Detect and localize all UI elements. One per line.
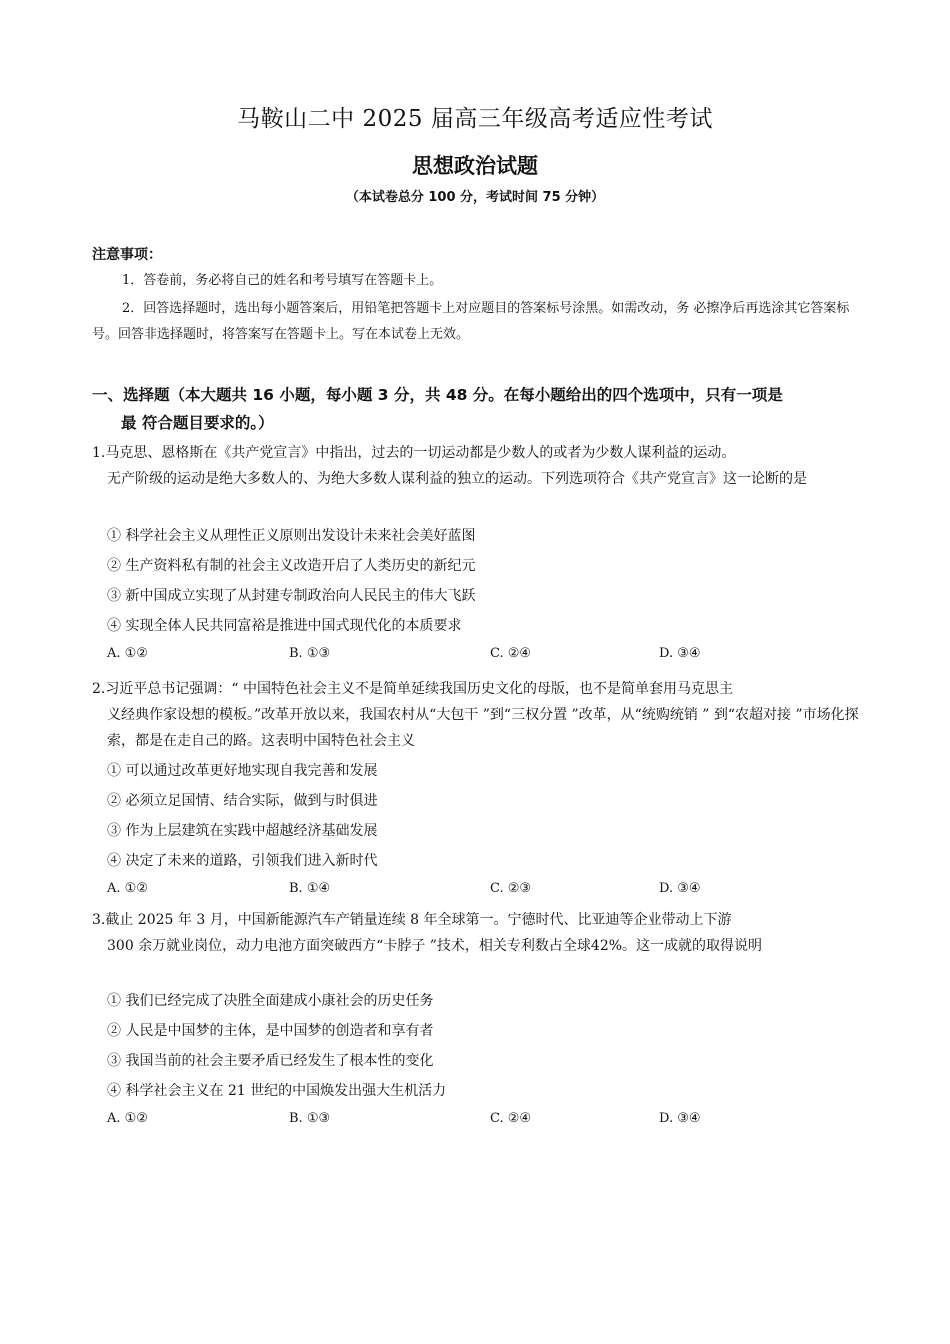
question-1-choice-a: A. ①② [107, 646, 148, 661]
question-3-option-1: ① 我们已经完成了决胜全面建成小康社会的历史任务 [107, 993, 434, 1009]
note-item-1: 1．答卷前，务必将自己的姓名和考号填写在答题卡上。 [122, 273, 443, 288]
question-1-option-3: ③ 新中国成立实现了从封建专制政治向人民民主的伟大飞跃 [107, 588, 476, 604]
question-2-choices [107, 881, 827, 901]
question-2-continuation: 义经典作家设想的模板。”改革开放以来，我国农村从“大包干 ”到“三权分置 ”改革，从“统购统销 ” 到“农超对接 ”市场化探索，都是在走自己的路。这表明中国特色社会主义 [107, 707, 859, 749]
question-3-choices [107, 1111, 827, 1131]
question-2-option-2: ② 必须立足国情、结合实际，做到与时俱进 [107, 793, 378, 809]
question-1-continuation: 无产阶级的运动是绝大多数人的、为绝大多数人谋利益的独立的运动。下列选项符合《共产党宣言》这一论断的是 [107, 471, 807, 487]
question-1-first-line: 1.马克思、恩格斯在《共产党宣言》中指出，过去的一切运动都是少数人的或者为少数人谋利益的运动。 [92, 445, 736, 461]
question-2-choice-c: C. ②③ [490, 881, 532, 896]
question-1-option-2: ② 生产资料私有制的社会主义改造开启了人类历史的新纪元 [107, 558, 476, 574]
question-3-stem [92, 907, 867, 959]
question-3-first-line: 3.截止 2025 年 3 月，中国新能源汽车产销量连续 8 年全球第一。宁德时代、比亚迪等企业带动上下游 [92, 912, 732, 928]
exam-subtitle: 思想政治试题 [412, 154, 538, 178]
question-2-choice-b: B. ①④ [289, 881, 331, 896]
exam-info: （本试卷总分 100 分，考试时间 75 分钟） [345, 190, 605, 205]
question-1-option-1: ① 科学社会主义从理性正义原则出发设计未来社会美好蓝图 [107, 528, 476, 544]
question-2-stem [92, 676, 867, 754]
question-3-choice-d: D. ③④ [659, 1111, 701, 1126]
question-2-option-4: ④ 决定了未来的道路，引领我们进入新时代 [107, 853, 378, 869]
question-1-choices [107, 646, 827, 666]
question-3-option-2: ② 人民是中国梦的主体，是中国梦的创造者和享有者 [107, 1023, 434, 1039]
note-item-2: 2．回答选择题时，选出每小题答案后，用铅笔把答题卡上对应题目的答案标号涂黑。如需改动，务 必擦净后再选涂其它答案标号。回答非选择题时，将答案写在答题卡上。写在本试卷上无效。 [92, 301, 850, 342]
question-1-option-4: ④ 实现全体人民共同富裕是推进中国式现代化的本质要求 [107, 618, 462, 634]
section-heading-line-2: 最 符合题目要求的。） [121, 414, 274, 432]
question-3-option-3: ③ 我国当前的社会主要矛盾已经发生了根本性的变化 [107, 1053, 434, 1069]
exam-title: 马鞍山二中 2025 届高三年级高考适应性考试 [237, 106, 713, 132]
section-heading-line-1: 一、选择题（本大题共 16 小题，每小题 3 分，共 48 分。在每小题给出的四个选项中，只有一项是 [92, 386, 783, 404]
question-1-choice-d: D. ③④ [659, 646, 701, 661]
question-1-choice-b: B. ①③ [289, 646, 331, 661]
question-2-first-line: 2.习近平总书记强调：“ 中国特色社会主义不是简单延续我国历史文化的母版，也不是简单套用马克思主 [92, 681, 733, 697]
section-heading [92, 381, 862, 437]
question-2-option-1: ① 可以通过改革更好地实现自我完善和发展 [107, 763, 378, 779]
question-3-choice-c: C. ②④ [490, 1111, 532, 1126]
notes-title: 注意事项： [92, 247, 162, 263]
question-1-choice-c: C. ②④ [490, 646, 532, 661]
question-3-continuation: 300 余万就业岗位，动力电池方面突破西方“卡脖子 ”技术，相关专利数占全球42%。这一成就的取得说明 [107, 938, 763, 954]
question-3-option-4: ④ 科学社会主义在 21 世纪的中国焕发出强大生机活力 [107, 1083, 447, 1099]
question-3-choice-b: B. ①③ [289, 1111, 331, 1126]
question-2-choice-d: D. ③④ [659, 881, 701, 896]
question-2-option-3: ③ 作为上层建筑在实践中超越经济基础发展 [107, 823, 378, 839]
question-1-stem [92, 440, 867, 492]
question-2-choice-a: A. ①② [107, 881, 148, 896]
question-3-choice-a: A. ①② [107, 1111, 148, 1126]
